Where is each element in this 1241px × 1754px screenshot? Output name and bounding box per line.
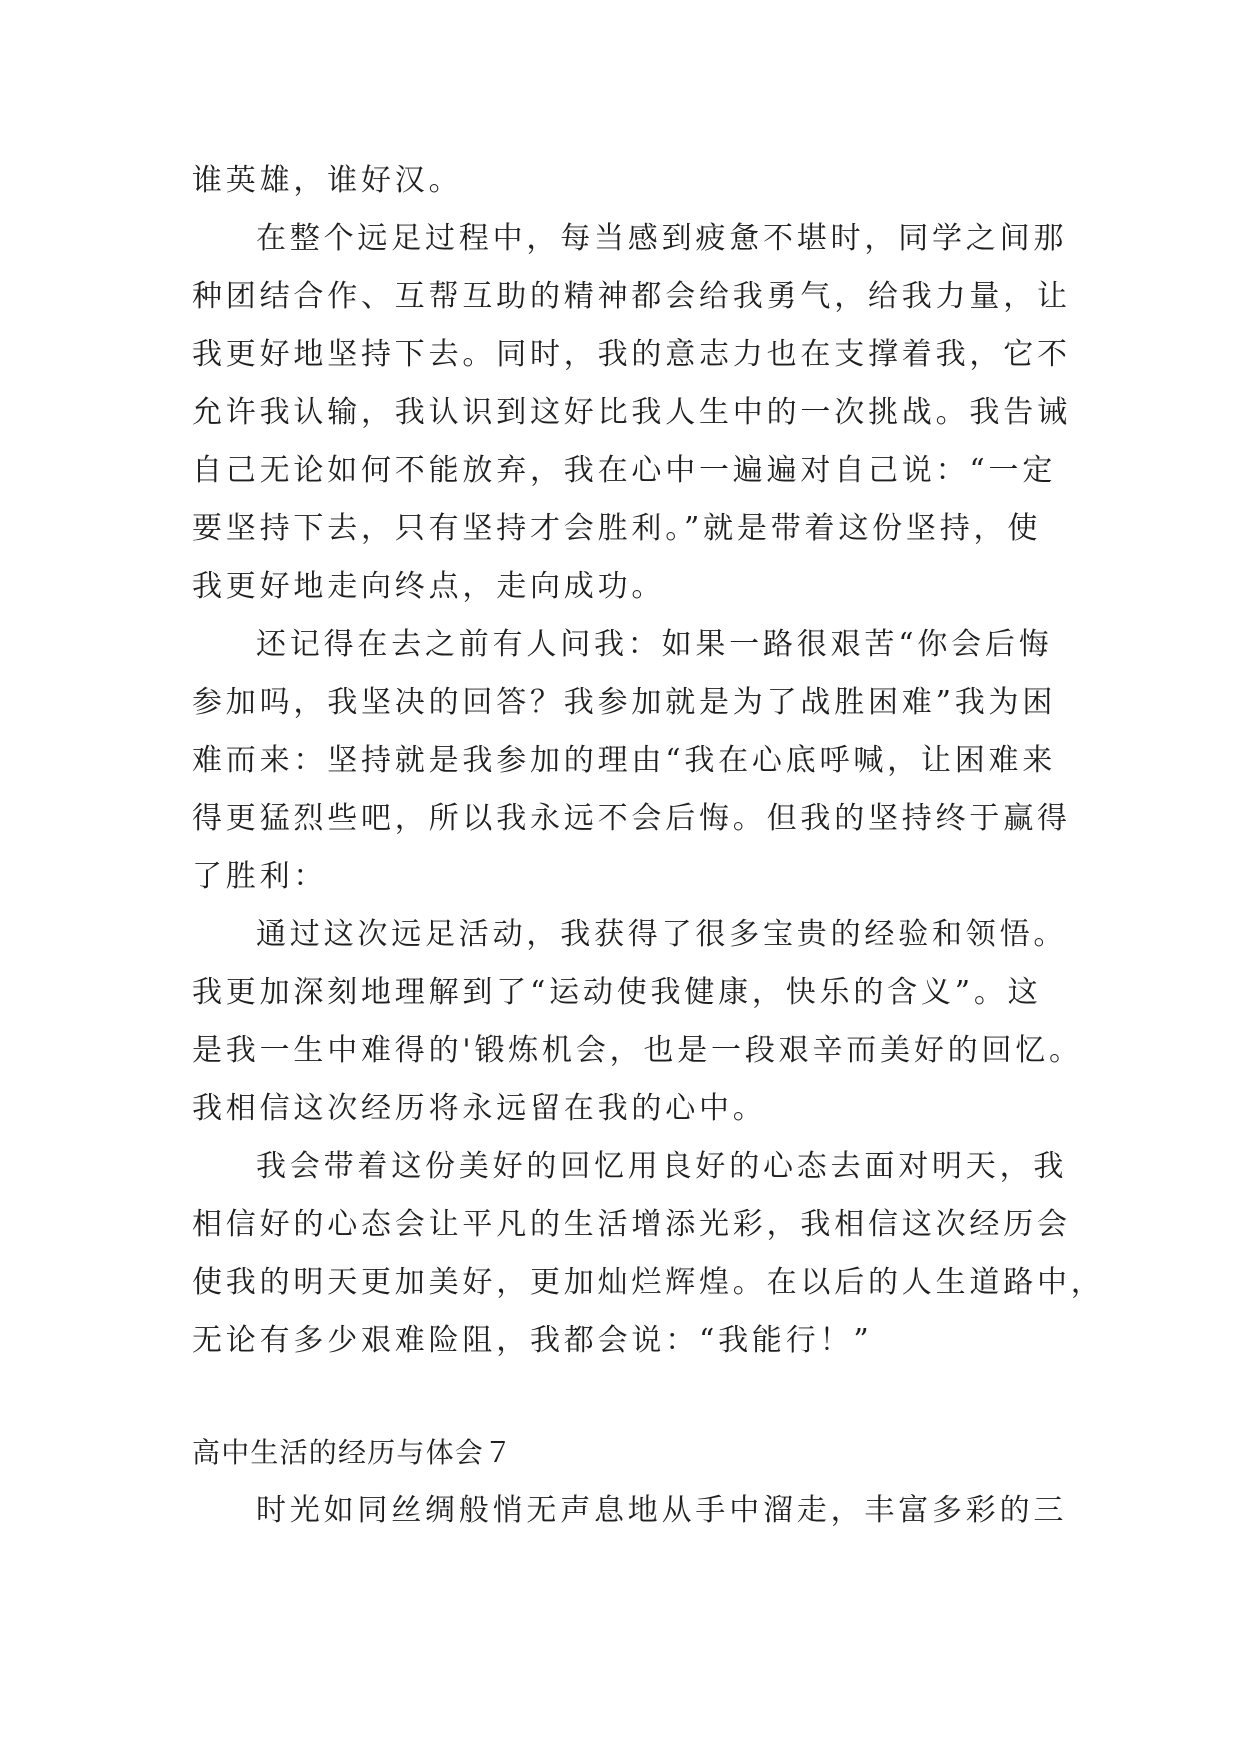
text-line: 种团结合作、互帮互助的精神都会给我勇气，给我力量，让 bbox=[192, 279, 1071, 314]
text-line: 我会带着这份美好的回忆用良好的心态去面对明天，我 bbox=[256, 1149, 1068, 1184]
text-line: 要坚持下去，只有坚持才会胜利。”就是带着这份坚持，使 bbox=[192, 511, 1042, 546]
text-line: 是我一生中难得的'锻炼机会，也是一段艰辛而美好的回忆。 bbox=[192, 1033, 1083, 1068]
text-line: 使我的明天更加美好，更加灿烂辉煌。在以后的人生道路中， bbox=[192, 1265, 1105, 1300]
text-line: 谁英雄，谁好汉。 bbox=[192, 163, 463, 198]
text-line: 得更猛烈些吧，所以我永远不会后悔。但我的坚持终于赢得 bbox=[192, 801, 1071, 836]
text-line: 相信好的心态会让平凡的生活增添光彩，我相信这次经历会 bbox=[192, 1207, 1071, 1242]
text-line: 还记得在去之前有人问我：如果一路很艰苦“你会后悔 bbox=[256, 627, 1053, 662]
text-line: 时光如同丝绸般悄无声息地从手中溜走，丰富多彩的三 bbox=[256, 1493, 1068, 1528]
spacer bbox=[192, 1370, 1072, 1424]
text-line: 了胜利： bbox=[192, 859, 328, 894]
text-line: 自己无论如何不能放弃，我在心中一遍遍对自己说：“一定 bbox=[192, 453, 1057, 488]
text-line: 无论有多少艰难险阻，我都会说：“我能行！” bbox=[192, 1323, 873, 1358]
text-line: 我更好地坚持下去。同时，我的意志力也在支撑着我，它不 bbox=[192, 337, 1071, 372]
text-line: 我相信这次经历将永远留在我的心中。 bbox=[192, 1091, 767, 1126]
paragraph bbox=[192, 210, 1072, 616]
text-line: 在整个远足过程中，每当感到疲惫不堪时，同学之间那 bbox=[256, 221, 1068, 256]
section-heading: 高中生活的经历与体会７ bbox=[192, 1436, 514, 1469]
text-line: 我更好地走向终点，走向成功。 bbox=[192, 569, 666, 604]
text-line: 我更加深刻地理解到了“运动使我健康，快乐的含义”。这 bbox=[192, 975, 1042, 1010]
paragraph bbox=[192, 1482, 1072, 1540]
paragraph bbox=[192, 152, 1072, 210]
text-line: 允许我认输，我认识到这好比我人生中的一次挑战。我告诫 bbox=[192, 395, 1071, 430]
document-body bbox=[192, 152, 1105, 1540]
paragraph bbox=[192, 1138, 1105, 1370]
text-line: 参加吗，我坚决的回答？我参加就是为了战胜困难”我为困 bbox=[192, 685, 1057, 720]
text-line: 通过这次远足活动，我获得了很多宝贵的经验和领悟。 bbox=[256, 917, 1068, 952]
text-line: 难而来：坚持就是我参加的理由“我在心底呼喊，让困难来 bbox=[192, 743, 1057, 778]
paragraph bbox=[192, 616, 1072, 906]
paragraph bbox=[192, 906, 1083, 1138]
